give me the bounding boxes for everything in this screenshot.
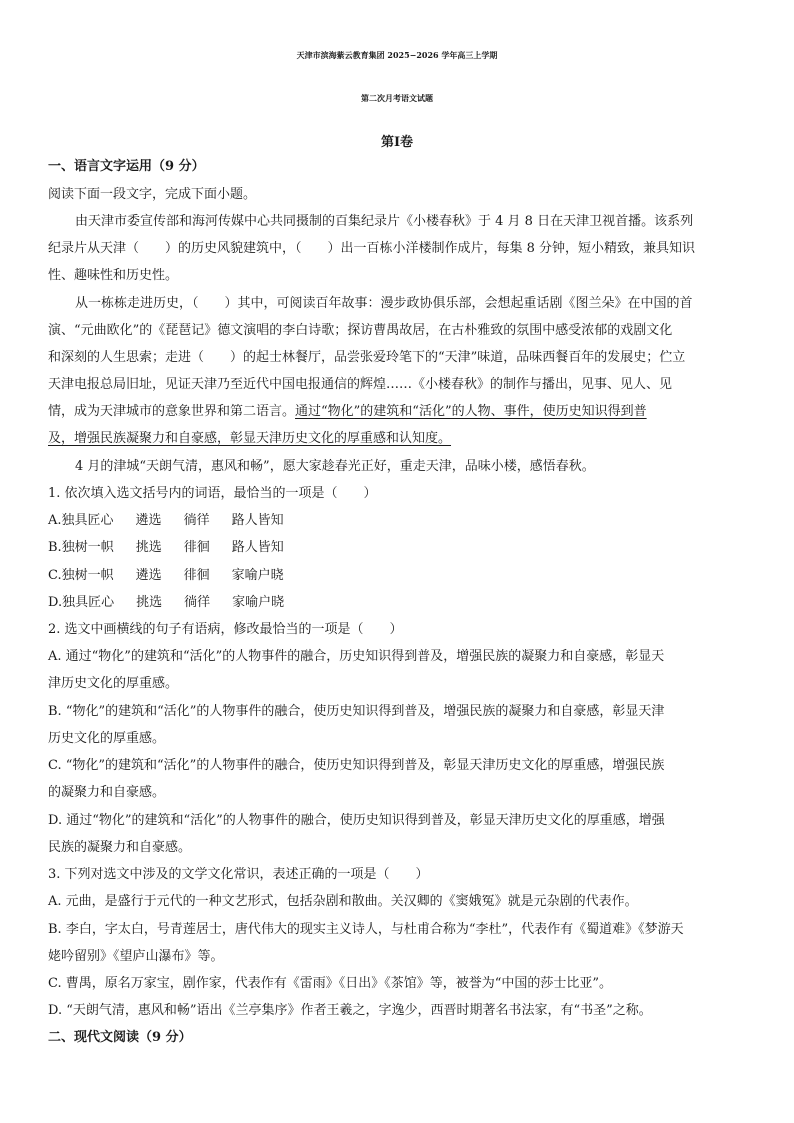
passage-text: 情，成为天津城市的意象世界和第二语言。 [48, 404, 296, 419]
section-heading-1: 一、语言文字运用（9 分） [48, 159, 205, 174]
q2-option-b-cont: 历史文化的厚重感。 [48, 731, 166, 746]
underlined-sentence: 通过“物化”的建筑和“活化”的人物、事件，使历史知识得到普 [295, 404, 647, 419]
section-heading-2: 二、现代文阅读（9 分） [48, 1030, 192, 1045]
q3-option-a[interactable]: A. 元曲，是盛行于元代的一种文艺形式，包括杂剧和散曲。关汉卿的《窦娥冤》就是元杂剧的代表作。 [48, 894, 638, 909]
option-word: 路人皆知 [231, 513, 284, 528]
option-word: 徘徊 [183, 540, 210, 555]
q2-option-c[interactable]: C. “物化”的建筑和“活化”的人物事件的融合，使历史知识得到普及，彰显天津历史文化的厚重感，增强民族 [48, 758, 665, 773]
passage-paragraph-2-line: 和深刻的人生思索；走进（ ）的起士林餐厅，品尝张爱玲笔下的“天津”味道，品味西餐百年的发展史；伫立 [48, 350, 686, 365]
option-word: 独具匠心 [62, 595, 115, 610]
q2-option-a-cont: 津历史文化的厚重感。 [48, 676, 179, 691]
option-word: 挑选 [136, 595, 163, 610]
q3-option-d[interactable]: D. “天朗气清，惠风和畅”语出《兰亭集序》作者王羲之，字逸少，西晋时期著名书法家，有“书圣”之称。 [48, 1003, 652, 1018]
q1-option-b[interactable] [48, 538, 306, 558]
passage-paragraph-2-line [48, 402, 647, 422]
q3-option-b-cont: 姥吟留别》《望庐山瀑布》等。 [48, 949, 224, 964]
option-word: 独树一帜 [61, 568, 114, 583]
q2-option-b[interactable]: B. “物化”的建筑和“活化”的人物事件的融合，使历史知识得到普及，增强民族的凝聚力和自豪感，彰显天津 [48, 704, 665, 719]
q1-option-d[interactable] [48, 593, 306, 613]
passage-paragraph-1-line: 由天津市委宣传部和海河传媒中心共同摄制的百集纪录片《小楼春秋》于 4 月 8 日在天津卫视首播。该系列 [75, 214, 694, 229]
q1-option-a[interactable] [48, 511, 306, 531]
passage-paragraph-2-line: 从一栋栋走进历史，（ ）其中，可阅读百年故事：漫步政协俱乐部，会想起重话剧《图兰朵》在中国的首 [75, 296, 693, 311]
reading-instruction: 阅读下面一段文字，完成下面小题。 [48, 187, 257, 202]
option-label: B. [48, 540, 62, 555]
option-word: 徜徉 [184, 595, 211, 610]
passage-paragraph-1-line: 性、趣味性和历史性。 [48, 268, 179, 283]
option-word: 徘徊 [183, 568, 210, 583]
passage-paragraph-2-line: 演、“元曲欧化”的《琵琶记》德文演唱的李白诗歌；探访曹禺故居，在古朴雅致的氛围中感受浓郁的戏剧文化 [48, 323, 673, 338]
option-label: D. [48, 595, 63, 610]
passage-paragraph-1-line: 纪录片从天津（ ）的历史风貌建筑中，（ ）出一百栋小洋楼制作成片，每集 8 分钟，短小精致，兼具知识 [48, 241, 696, 256]
passage-paragraph-3: 4 月的津城“天朗气清，惠风和畅”，愿大家趁春光正好，重走天津，品味小楼，感悟春秋。 [75, 459, 595, 474]
option-word: 挑选 [135, 540, 162, 555]
option-word: 路人皆知 [231, 540, 284, 555]
option-word: 家喻户晓 [232, 595, 285, 610]
option-word: 家喻户晓 [231, 568, 284, 583]
passage-paragraph-2-line: 天津电报总局旧址，见证天津乃至近代中国电报通信的辉煌……《小楼春秋》的制作与播出，见事、见人、见 [48, 377, 673, 392]
option-word: 遴选 [135, 568, 162, 583]
question-3-stem: 3. 下列对选文中涉及的文学文化常识，表述正确的一项是（ ） [48, 867, 429, 882]
q1-option-c[interactable] [48, 566, 306, 586]
option-word: 徜徉 [183, 513, 210, 528]
underlined-sentence-line: 及，增强民族凝聚力和自豪感，彰显天津历史文化的厚重感和认知度。 [48, 431, 452, 446]
q2-option-d-cont: 民族的凝聚力和自豪感。 [48, 840, 192, 855]
option-word: 独具匠心 [61, 513, 114, 528]
q2-option-a[interactable]: A. 通过“物化”的建筑和“活化”的人物事件的融合，历史知识得到普及，增强民族的凝聚力和自豪感，彰显天 [48, 649, 665, 664]
q2-option-d[interactable]: D. 通过“物化”的建筑和“活化”的人物事件的融合，使历史知识得到普及，彰显天津历史文化的厚重感，增强 [48, 813, 665, 828]
volume-label: 第Ⅰ卷 [380, 135, 414, 150]
option-label: C. [48, 568, 62, 583]
q3-option-b[interactable]: B. 李白，字太白，号青莲居士，唐代伟大的现实主义诗人，与杜甫合称为“李杜”，代表作有《蜀道难》《梦游天 [48, 922, 684, 937]
option-label: A. [48, 513, 62, 528]
exam-subtitle: 第二次月考语文试题 [361, 93, 433, 103]
q2-option-c-cont: 的凝聚力和自豪感。 [48, 785, 166, 800]
question-1-stem: 1. 依次填入选文括号内的词语，最恰当的一项是（ ） [48, 486, 377, 501]
option-word: 遴选 [135, 513, 162, 528]
exam-title: 天津市滨海紫云教育集团 2025−2026 学年高三上学期 [296, 50, 498, 60]
option-word: 独树一帜 [61, 540, 114, 555]
question-2-stem: 2. 选文中画横线的句子有语病，修改最恰当的一项是（ ） [48, 622, 403, 637]
q3-option-c[interactable]: C. 曹禺，原名万家宝，剧作家，代表作有《雷雨》《日出》《茶馆》等，被誉为“中国的莎士比亚”。 [48, 976, 613, 991]
